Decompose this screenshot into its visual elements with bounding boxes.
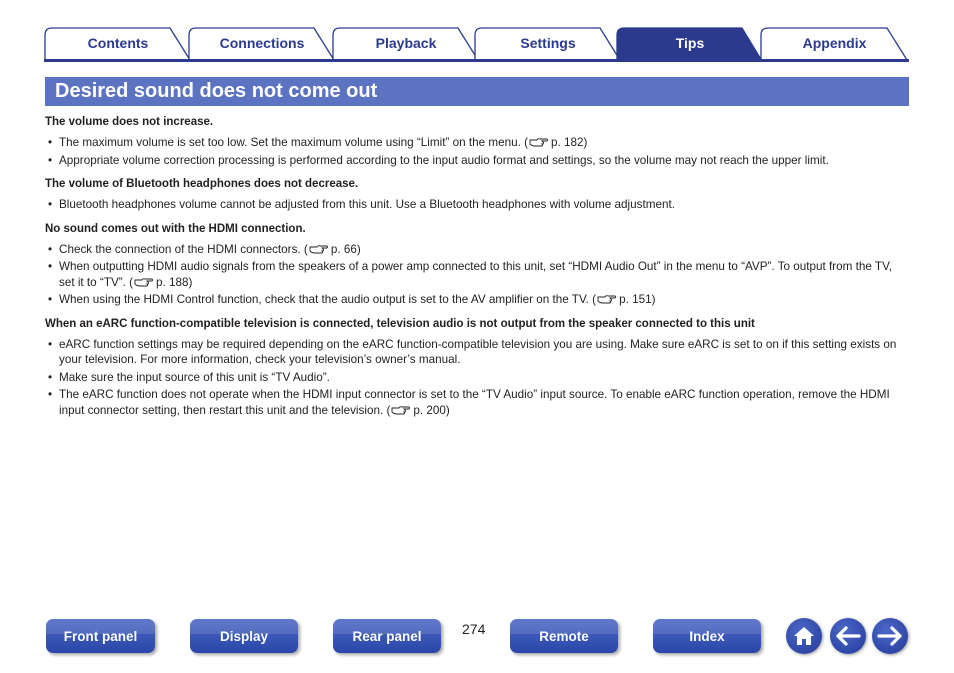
- list-item-text: Appropriate volume correction processing is performed according to the input audio format and settings, so the volume may not reach the upper limit.: [59, 153, 829, 167]
- list-item: [45, 387, 909, 418]
- bullet-list: [45, 242, 909, 308]
- bullet-icon: •: [48, 260, 53, 273]
- tab-connections[interactable]: [188, 27, 336, 59]
- bullet-icon: •: [48, 136, 53, 149]
- tab-appendix[interactable]: [760, 27, 909, 59]
- section-heading: No sound comes out with the HDMI connection.: [45, 222, 306, 235]
- section-heading: The volume does not increase.: [45, 116, 214, 128]
- reference-page: p. 188: [156, 275, 189, 289]
- page-reference-link[interactable]: ( p. 151): [592, 293, 656, 306]
- arrow-left-icon: [835, 626, 861, 646]
- tab-label: Appendix: [802, 35, 867, 51]
- home-button[interactable]: [786, 618, 822, 654]
- list-item-text: When outputting HDMI audio signals from the speakers of a power amp connected to this unit, set “HDMI Audio Out” in the menu to “AVP”. To output from the TV, set it to “TV”.: [59, 260, 893, 289]
- tab-tips[interactable]: [616, 27, 764, 59]
- tab-label: Playback: [375, 35, 437, 51]
- list-item: [45, 337, 909, 368]
- pointing-hand-icon: [597, 294, 617, 304]
- list-item-text: The eARC function does not operate when the HDMI input connector is set to the “TV Audio” input source. To enable eARC function operation, remove the HDMI input connector setting, then restart this unit and the television.: [59, 388, 890, 417]
- list-item: [45, 259, 909, 290]
- bullet-icon: •: [48, 388, 53, 401]
- list-item: [45, 135, 909, 151]
- list-item-text: When using the HDMI Control function, check that the audio output is set to the AV amplifier on the TV.: [59, 293, 589, 306]
- list-item: [45, 292, 909, 308]
- list-item-text: eARC function settings may be required depending on the eARC function-compatible television you are using. Make sure eARC is set to on if this setting exists on your television. For more information, check your television’s owner’s manual.: [59, 337, 897, 366]
- bullet-icon: •: [48, 153, 53, 167]
- bullet-list: [45, 337, 909, 419]
- bullet-list: [45, 197, 909, 213]
- reference-page: p. 200: [413, 403, 446, 417]
- top-tab-bar: [44, 27, 909, 61]
- pointing-hand-icon: [309, 244, 329, 254]
- home-icon: [792, 624, 816, 648]
- tab-underline: [44, 59, 909, 62]
- page-reference-link[interactable]: ( p. 200): [386, 403, 450, 417]
- list-item-text: Bluetooth headphones volume cannot be adjusted from this unit. Use a Bluetooth headphones with volume adjustment.: [59, 198, 675, 211]
- pointing-hand-icon: [134, 277, 154, 287]
- back-button[interactable]: [830, 618, 866, 654]
- tab-playback[interactable]: [332, 27, 480, 59]
- list-item-text: Check the connection of the HDMI connectors.: [59, 242, 301, 256]
- display-button[interactable]: Display: [190, 619, 298, 653]
- list-item-text: The maximum volume is set too low. Set the maximum volume using “Limit” on the menu.: [59, 136, 521, 149]
- list-item-text: Make sure the input source of this unit is “TV Audio”.: [59, 370, 330, 384]
- tab-label: Connections: [219, 35, 305, 51]
- main-content: [45, 114, 909, 420]
- reference-page: p. 182: [551, 136, 584, 149]
- page-number: 274: [462, 621, 486, 637]
- page-reference-link[interactable]: ( p. 182): [524, 136, 588, 149]
- list-item: [45, 370, 909, 386]
- page-title: Desired sound does not come out: [55, 80, 378, 102]
- tab-label: Tips: [675, 35, 705, 51]
- front-panel-button[interactable]: Front panel: [46, 619, 155, 653]
- pointing-hand-icon: [391, 405, 411, 415]
- page-reference-link[interactable]: ( p. 66): [303, 242, 361, 256]
- list-item: [45, 153, 909, 169]
- index-button[interactable]: Index: [653, 619, 761, 653]
- section-heading: When an eARC function-compatible television is connected, television audio is not output from the speaker connected to this unit: [45, 317, 755, 330]
- remote-button[interactable]: Remote: [510, 619, 618, 653]
- bullet-list: [45, 135, 909, 168]
- tab-label: Settings: [520, 35, 576, 51]
- list-item: [45, 242, 909, 258]
- bullet-icon: •: [48, 242, 53, 256]
- pointing-hand-icon: [529, 137, 549, 147]
- tab-settings[interactable]: [474, 27, 622, 59]
- list-item: [45, 197, 909, 213]
- reference-page: p. 66: [330, 242, 357, 256]
- page-reference-link[interactable]: ( p. 188): [129, 275, 193, 289]
- tab-label: Contents: [87, 35, 149, 51]
- bullet-icon: •: [48, 198, 53, 211]
- reference-page: p. 151: [619, 293, 652, 306]
- tab-contents[interactable]: [44, 27, 192, 59]
- title-bar: [45, 77, 909, 106]
- forward-button[interactable]: [872, 618, 908, 654]
- bullet-icon: •: [48, 293, 53, 306]
- bullet-icon: •: [48, 337, 53, 351]
- rear-panel-button[interactable]: Rear panel: [333, 619, 441, 653]
- bullet-icon: •: [48, 370, 53, 384]
- section-heading: The volume of Bluetooth headphones does not decrease.: [45, 178, 359, 190]
- arrow-right-icon: [877, 626, 903, 646]
